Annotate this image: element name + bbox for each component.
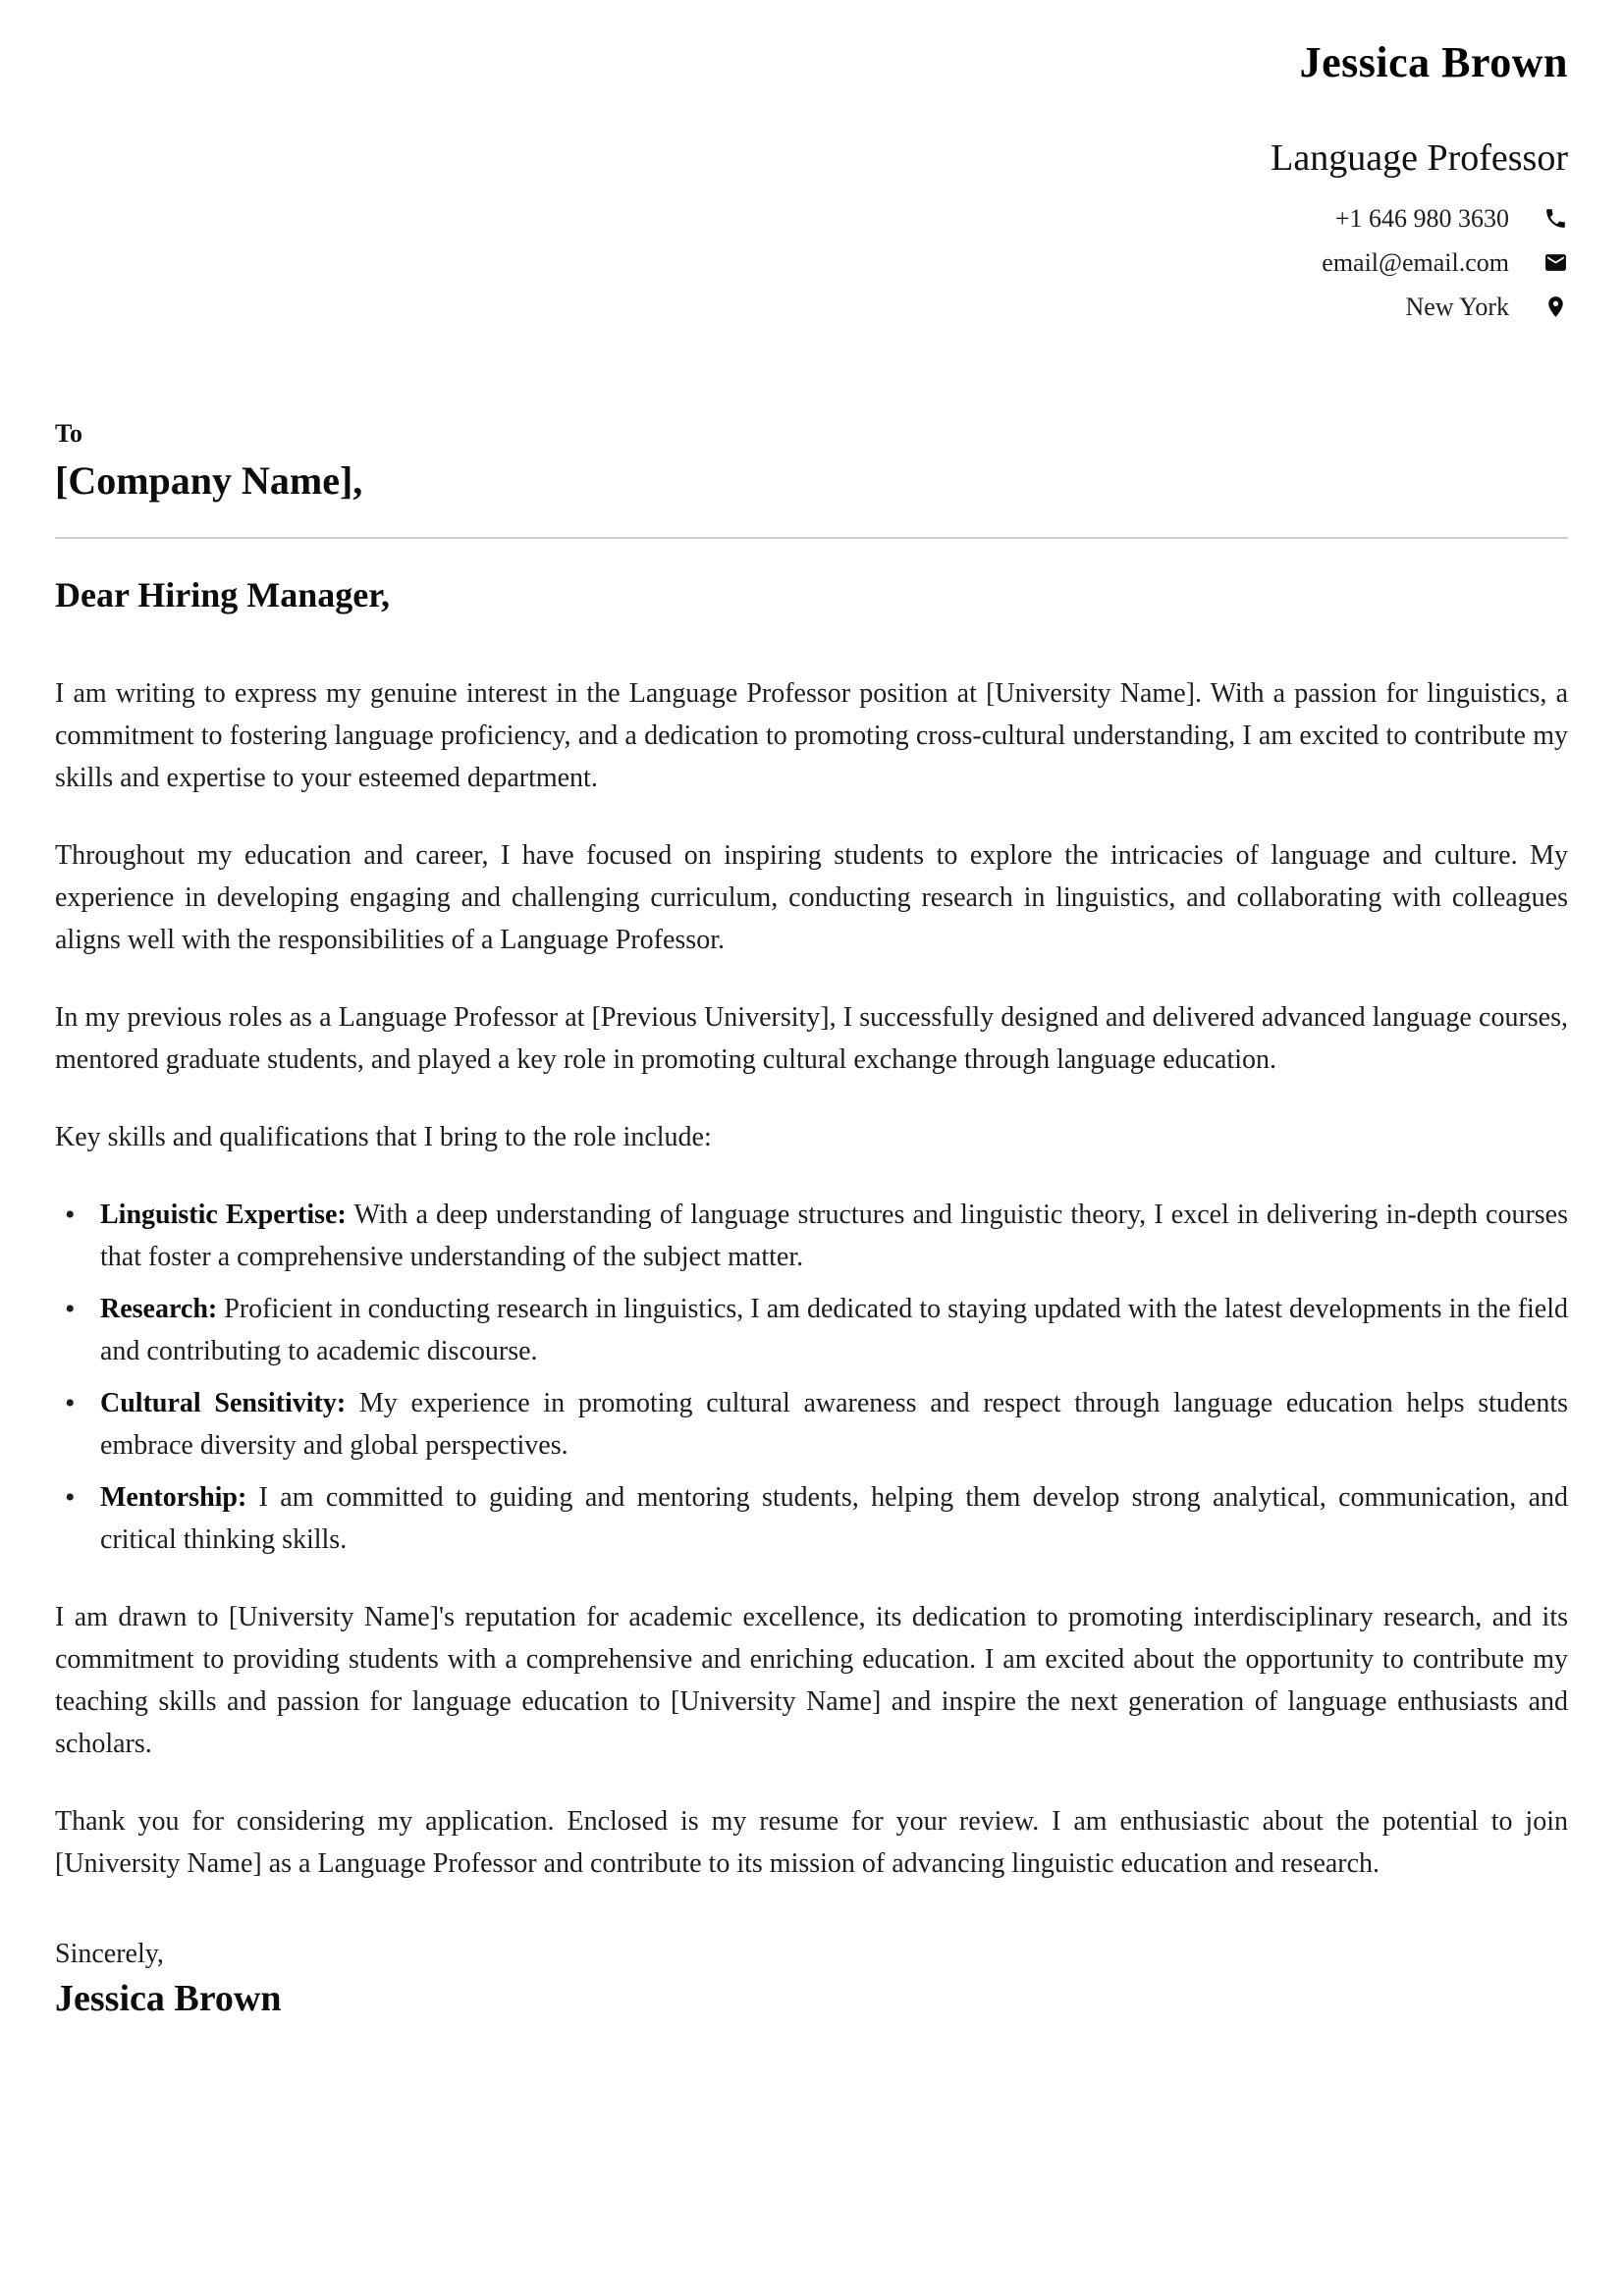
email-address: email@email.com (1322, 247, 1509, 277)
skills-list (55, 1194, 1568, 1561)
paragraph-experience: Throughout my education and career, I have focused on inspiring students to explore the intricacies of language and culture. My experience in developing engaging and challenging curriculum, conducting research in linguistics, and collaborating with colleagues aligns well with the responsibilities of a Language Professor. (55, 840, 1568, 956)
valediction: Sincerely, (55, 1939, 164, 1970)
skill-term: Linguistic Expertise: (100, 1200, 347, 1231)
candidate-name: Jessica Brown (1299, 38, 1568, 86)
location-icon (1542, 294, 1568, 319)
skill-item-cultural-sensitivity (55, 1382, 1568, 1467)
skill-term: Cultural Sensitivity: (100, 1388, 347, 1419)
paragraph-thanks: Thank you for considering my application. Enclosed is my resume for your review. I am enthusiastic about the potential to join [University Name] as a Language Professor and contribute to its mission of advancing linguistic education and research. (55, 1806, 1568, 1880)
phone-icon (1542, 206, 1568, 231)
closing-block (55, 1934, 1568, 2020)
skill-text: I am committed to guiding and mentoring students, helping them develop strong analytical, communication, and critical thinking skills. (100, 1482, 1569, 1556)
company-name: [Company Name], (55, 458, 363, 504)
candidate-job-title: Language Professor (1271, 137, 1568, 180)
paragraph-draw: I am drawn to [University Name]'s reputation for academic excellence, its dedication to promoting interdisciplinary research, and its commitment to providing students with a comprehensive and enriching education. I am excited about the opportunity to contribute my teaching skills and passion for language education to [University Name] and inspire the next generation of language enthusiasts and scholars. (55, 1602, 1568, 1760)
paragraph-previous-roles: In my previous roles as a Language Professor at [Previous University], I successfully designed and delivered advanced language courses, mentored graduate students, and played a key role in promoting cultural exchange through language education. (55, 1002, 1568, 1076)
contact-row-email (1322, 240, 1568, 285)
skill-item-mentorship (55, 1476, 1568, 1561)
skill-text: My experience in promoting cultural awareness and respect through language education helps students embrace diversity and global perspectives. (100, 1388, 1568, 1462)
letter-body (55, 672, 1568, 1885)
recipient-block (55, 419, 1568, 539)
phone-number: +1 646 980 3630 (1334, 203, 1509, 233)
envelope-icon (1542, 250, 1568, 275)
divider (55, 537, 1568, 539)
to-label: To (55, 419, 82, 449)
paragraph-intro: I am writing to express my genuine interest in the Language Professor position at [University Name]. With a passion for linguistics, a commitment to fostering language proficiency, and a dedication to promoting cross-cultural understanding, I am excited to contribute my skills and expertise to your esteemed department. (55, 678, 1568, 794)
signature-name: Jessica Brown (55, 1978, 282, 2020)
skill-term: Mentorship: (100, 1482, 247, 1514)
skill-item-linguistic-expertise (55, 1194, 1568, 1278)
contact-row-location (1406, 285, 1568, 329)
location-text: New York (1405, 292, 1509, 321)
skill-term: Research: (100, 1294, 218, 1325)
skill-item-research (55, 1288, 1568, 1372)
paragraph-skills-intro: Key skills and qualifications that I bring to the role include: (55, 1122, 712, 1153)
salutation: Dear Hiring Manager, (55, 575, 390, 615)
skill-text: With a deep understanding of language structures and linguistic theory, I excel in delivering in-depth courses that foster a comprehensive understanding of the subject matter. (100, 1200, 1568, 1273)
letter-header (55, 39, 1568, 329)
skill-text: Proficient in conducting research in linguistics, I am dedicated to staying updated with the latest developments in the field and contributing to academic discourse. (100, 1294, 1569, 1367)
contact-row-phone (1335, 196, 1568, 240)
